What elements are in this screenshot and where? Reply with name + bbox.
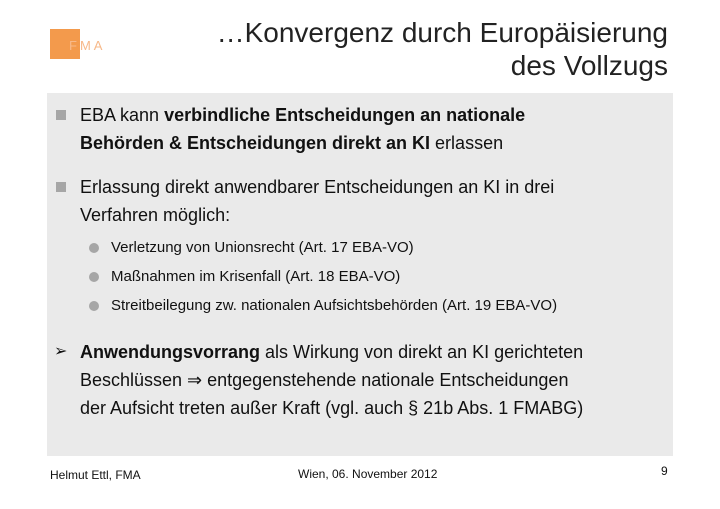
round-bullet-icon	[89, 243, 99, 253]
sub-bullet-3-text: Streitbeilegung zw. nationalen Aufsichtsbehörden (Art. 19 EBA-VO)	[111, 297, 558, 314]
fma-logo	[50, 29, 114, 59]
bullet-1-text	[80, 101, 660, 157]
sub-bullet-1-text: Verletzung von Unionsrecht (Art. 17 EBA-VO)	[111, 239, 414, 256]
bullet-3-line-2: Beschlüssen ⇒ entgegenstehende nationale Entscheidungen	[80, 370, 569, 390]
bullet-1-part-1: EBA kann	[80, 105, 165, 125]
round-bullet-icon	[89, 272, 99, 282]
sub-bullet-2-text: Maßnahmen im Krisenfall (Art. 18 EBA-VO)	[111, 268, 401, 285]
bullet-3-bold: Anwendungsvorrang	[80, 342, 261, 362]
bullet-1-part-2: verbindliche Entscheidungen an nationale	[164, 105, 526, 125]
bullet-2-text	[80, 173, 660, 229]
bullet-3-text	[80, 338, 660, 422]
square-bullet-icon	[56, 182, 66, 192]
page-number: 9	[661, 464, 668, 478]
footer-author: Helmut Ettl, FMA	[50, 468, 141, 482]
bullet-3-line-3: der Aufsicht treten außer Kraft (vgl. auch § 21b Abs. 1 FMABG)	[80, 398, 584, 418]
footer-date: Wien, 06. November 2012	[298, 467, 438, 481]
title-line-2: des Vollzugs	[510, 50, 668, 81]
bullet-2-line-2: Verfahren möglich:	[80, 205, 231, 225]
round-bullet-icon	[89, 301, 99, 311]
arrow-bullet-icon: ➢	[54, 343, 68, 360]
square-bullet-icon	[56, 110, 66, 120]
bullet-1-part-4: erlassen	[430, 133, 504, 153]
content-panel	[47, 93, 673, 456]
bullet-3-line-1-rest: als Wirkung von direkt an KI gerichteten	[260, 342, 584, 362]
logo-text: FMA	[69, 38, 106, 53]
bullet-1-part-3: Behörden & Entscheidungen direkt an KI	[80, 133, 431, 153]
title-line-1: …Konvergenz durch Europäisierung	[216, 17, 668, 48]
bullet-2-line-1: Erlassung direkt anwendbarer Entscheidungen an KI in drei	[80, 177, 555, 197]
slide-title	[148, 16, 668, 82]
